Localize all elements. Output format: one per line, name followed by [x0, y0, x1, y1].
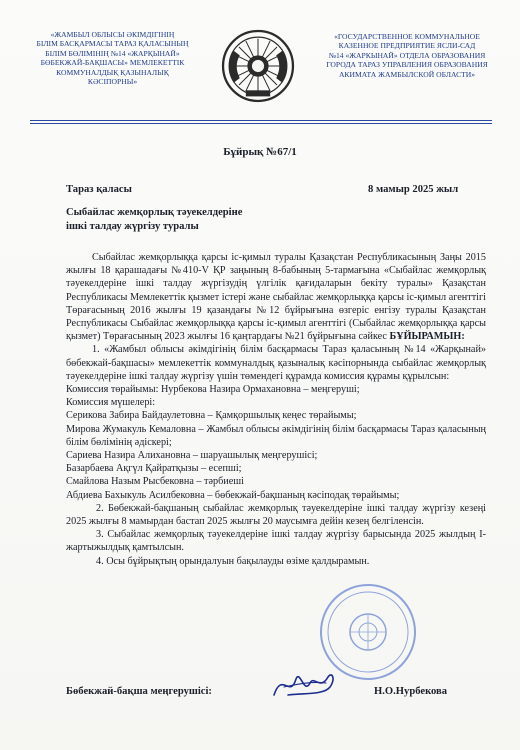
commission-member: Мирова Жумакуль Кемаловна – Жамбыл облысы әкімдігінің білім басқармасы Тараз қаласының білім бөлімінің әдіскері;: [66, 423, 486, 448]
order-date: 8 мамыр 2025 жыл: [368, 184, 459, 195]
header-right-line: КАЗЕННОЕ ПРЕДПРИЯТИЕ ЯСЛИ-САД: [338, 41, 476, 51]
header-divider: [30, 120, 492, 121]
order-item-2: 2. Бөбекжай-бақшаның сыбайлас жемқорлық тәуекелдеріне ішкі талдау жүргізу кезеңі 2025 жылғы 8 мамырдан бастап 2025 жылғы 20 маусымға дейін кезең белгіленсін.: [66, 502, 486, 528]
header-left-line: КӘСІПОРНЫ»: [87, 77, 138, 87]
order-item-1: 1. «Жамбыл облысы әкімдігінің білім басқармасы Тараз қаласының №14 «Жарқынай» бөбекжай-бақшасы» мемлекеттік коммуналдық қазыналық кәсіпорнында сыбайлас жемқорлық тәуекелдеріне ішкі талдау жүргізу үшін төмендегі құрамда комиссия құрамы құрылсын:: [66, 344, 486, 382]
handwritten-signature-icon: [270, 665, 340, 705]
order-item-3: 3. Сыбайлас жемқорлық тәуекелдеріне ішкі талдау жүргізу барысында 2025 жылдың І-жартыжылдық қамтылсын.: [66, 529, 486, 554]
header-right-line: №14 «ЖАРКЫНАЙ» ОТДЕЛА ОБРАЗОВАНИЯ: [328, 50, 486, 60]
header-russian-org-name: [318, 32, 496, 79]
order-subject: [66, 206, 326, 234]
kazakhstan-emblem-icon: [220, 28, 296, 104]
commission-chair: Комиссия төрайымы: Нурбекова Назира Ормахановна – меңгеруші;: [66, 384, 360, 396]
header-left-line: БӨБЕКЖАЙ-БАҚШАСЫ» МЕМЛЕКЕТТІК: [40, 58, 185, 68]
header-right-line: ГОРОДА ТАРАЗ УПРАВЛЕНИЯ ОБРАЗОВАНИЯ: [326, 60, 488, 70]
order-body: [66, 251, 486, 568]
header-left-line: БІЛІМ БӨЛІМІНІҢ №14 «ЖАРҚЫНАЙ»: [45, 48, 180, 58]
preamble-paragraph: [66, 251, 486, 343]
order-subject-line: Сыбайлас жемқорлық тәуекелдеріне: [66, 207, 243, 218]
preamble-text: Сыбайлас жемқорлыққа қарсы іс-қимыл туралы Қазақстан Республикасының Заңы 2015 жылғы 18 қарашадағы №410-V ҚР заңының 8-бабының 5-тармағына «Сыбайлас жемқорлық тәуекелдеріне ішкі талдау жүргізудің үлгілік қағидаларын бекіту туралы» Қазақстан Республикасы Мемлекеттік қызмет істері және сыбайлас жемқорлыққа қарсы іс-қимыл агенттігі Төрағасының 2016 жылғы 19 қазандағы №12 бұйрығына өзгеріс енгізу туралы Қазақстан Республикасы Сыбайлас жемқорлыққа қарсы іс-қимыл агенттігі (Сыбайлас жемқорлыққа қарсы қызмет) Төрағасының 2023 жылғы 16 қаңтардағы №21 бұйрығына сәйкес: [66, 252, 486, 343]
order-subject-line: ішкі талдау жүргізу туралы: [66, 221, 199, 232]
signatory-name: Н.О.Нурбекова: [374, 686, 448, 697]
header-left-line: «ЖАМБЫЛ ОБЛЫСЫ ӘКІМДІГІНІҢ: [50, 30, 175, 39]
header-left-line: БІЛІМ БАСҚАРМАСЫ ТАРАЗ ҚАЛАСЫНЫҢ: [36, 39, 189, 49]
commission-member: Смайлова Назым Рысбековна – тәрбиеші: [66, 476, 244, 488]
header-divider: [30, 123, 492, 124]
header-right-line: «ГОСУДАРСТВЕННОЕ КОММУНАЛЬНОЕ: [334, 32, 480, 41]
commission-member: Базарбаева Ақгүл Қайратқызы – есепші;: [66, 463, 242, 475]
header-left-line: КОММУНАЛДЫҚ ҚАЗЫНАЛЫҚ: [56, 67, 169, 77]
commission-member: Сариева Назира Алихановна – шаруашылық меңгерушісі;: [66, 450, 318, 462]
order-word: БҰЙЫРАМЫН:: [389, 331, 465, 343]
order-city: Тараз қаласы: [66, 184, 132, 195]
header-kazakh-org-name: [30, 30, 195, 86]
header-right-line: АКИМАТА ЖАМБЫЛСКОЙ ОБЛАСТИ»: [338, 69, 476, 79]
order-item-4: 4. Осы бұйрықтың орындалуын бақылауды өзіме қалдырамын.: [96, 555, 370, 567]
order-title: Бұйрық №67/1: [223, 146, 297, 158]
signatory-position: Бөбекжай-бақша меңгерушісі:: [66, 686, 212, 697]
commission-member: Серикова Забира Байдаулетовна – Қамқоршылық кеңес төрайымы;: [66, 410, 357, 422]
commission-members-label: Комиссия мүшелері:: [66, 397, 156, 409]
commission-member: Абдиева Бахыкуль Асилбековна – бөбекжай-бақшаның кәсіподақ төрайымы;: [66, 489, 400, 501]
